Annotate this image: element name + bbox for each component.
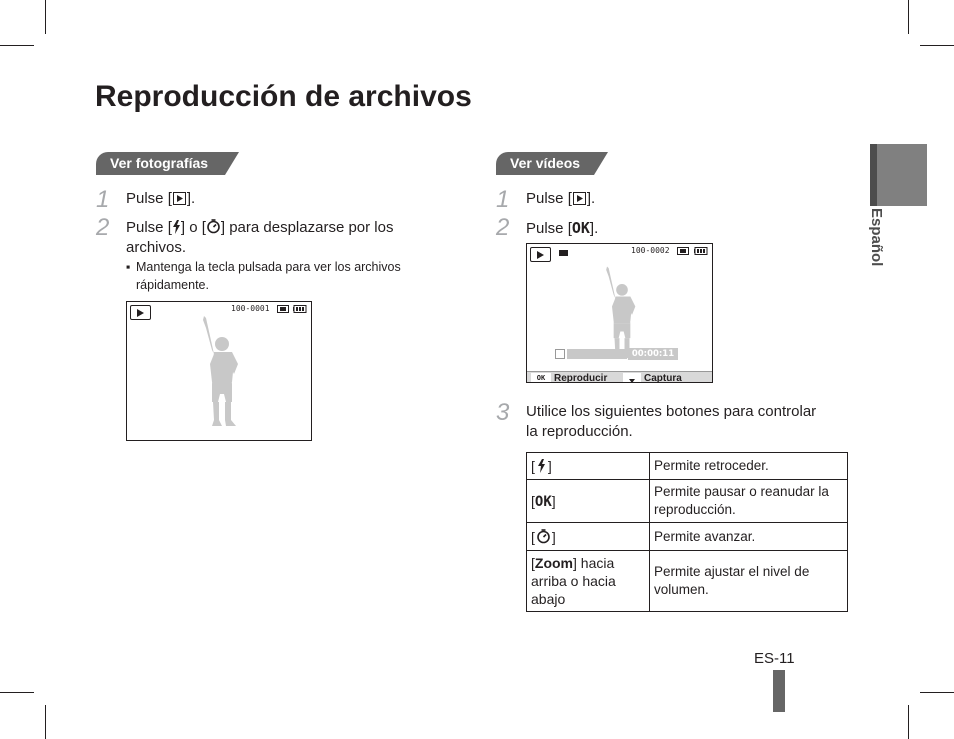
file-counter: 100-0002 bbox=[631, 246, 670, 255]
key-cell: [ ] bbox=[527, 453, 650, 480]
ok-key: OK bbox=[571, 219, 590, 237]
play-mode-icon bbox=[530, 247, 551, 262]
crop-mark bbox=[920, 45, 954, 46]
step-2-text: Pulse [OK]. bbox=[526, 219, 599, 237]
battery-icon bbox=[694, 247, 708, 255]
page-title: Reproducción de archivos bbox=[95, 80, 472, 113]
step-1-text: Pulse [ ]. bbox=[126, 190, 196, 207]
controls-table bbox=[526, 452, 848, 612]
stop-icon bbox=[555, 349, 565, 359]
bullet-note: ▪ Mantenga la tecla pulsada para ver los archivos rápidamente. bbox=[126, 260, 401, 292]
capture-label: Captura bbox=[644, 373, 682, 383]
step-3-text: Utilice los siguientes botones para controlar la reproducción. bbox=[526, 403, 817, 440]
flash-icon bbox=[172, 220, 181, 234]
key-cell: [ ] bbox=[527, 523, 650, 551]
play-icon bbox=[573, 192, 586, 205]
file-counter: 100-0001 bbox=[231, 304, 270, 313]
step-number: 2 bbox=[496, 214, 510, 241]
step-1-text: Pulse [ ]. bbox=[526, 190, 596, 207]
timer-icon bbox=[206, 219, 221, 234]
crop-mark bbox=[908, 0, 909, 34]
step-2-text: Pulse [ ] o [ ] para desplazarse por los archivos. bbox=[126, 219, 394, 256]
timer-icon bbox=[536, 529, 551, 544]
crop-mark bbox=[0, 692, 34, 693]
page-marker bbox=[773, 670, 785, 712]
table-row bbox=[527, 480, 848, 523]
video-playback-screen bbox=[526, 243, 713, 383]
crop-mark bbox=[908, 705, 909, 739]
progress-bar bbox=[567, 349, 627, 359]
crop-mark bbox=[45, 705, 46, 739]
section-heading-photos: Ver fotografías bbox=[96, 152, 225, 175]
crop-mark bbox=[0, 45, 34, 46]
crop-mark bbox=[920, 692, 954, 693]
battery-icon bbox=[293, 305, 307, 313]
play-label: Reproducir bbox=[554, 373, 608, 383]
table-row bbox=[527, 523, 848, 551]
table-row bbox=[527, 453, 848, 480]
down-key-icon bbox=[623, 373, 641, 383]
ok-key-label: OK bbox=[531, 373, 551, 383]
table-row bbox=[527, 551, 848, 612]
play-mode-icon bbox=[130, 305, 151, 320]
memory-icon bbox=[677, 247, 689, 255]
key-cell: [Zoom] hacia arriba o hacia abajo bbox=[527, 551, 650, 612]
language-tab-accent bbox=[870, 144, 877, 206]
language-tab bbox=[870, 144, 927, 206]
step-number: 2 bbox=[96, 214, 110, 241]
person-silhouette bbox=[192, 314, 252, 432]
play-icon bbox=[173, 192, 186, 205]
crop-mark bbox=[45, 0, 46, 34]
step-number: 1 bbox=[496, 186, 510, 213]
flash-icon bbox=[537, 459, 546, 473]
step-number: 3 bbox=[496, 399, 510, 426]
key-cell: [OK] bbox=[527, 480, 650, 523]
memory-icon bbox=[277, 305, 289, 313]
elapsed-time: 00:00:11 bbox=[628, 348, 678, 360]
desc-cell: Permite avanzar. bbox=[650, 523, 848, 551]
step-number: 1 bbox=[96, 186, 110, 213]
bottom-bar bbox=[527, 371, 713, 383]
language-label: Español bbox=[868, 208, 885, 267]
page-number: ES-11 bbox=[754, 650, 795, 667]
video-icon bbox=[559, 249, 568, 257]
desc-cell: Permite retroceder. bbox=[650, 453, 848, 480]
desc-cell: Permite ajustar el nivel de volumen. bbox=[650, 551, 848, 612]
photo-playback-screen bbox=[126, 301, 312, 441]
desc-cell: Permite pausar o reanudar la reproducción. bbox=[650, 480, 848, 523]
section-heading-videos: Ver vídeos bbox=[496, 152, 594, 175]
